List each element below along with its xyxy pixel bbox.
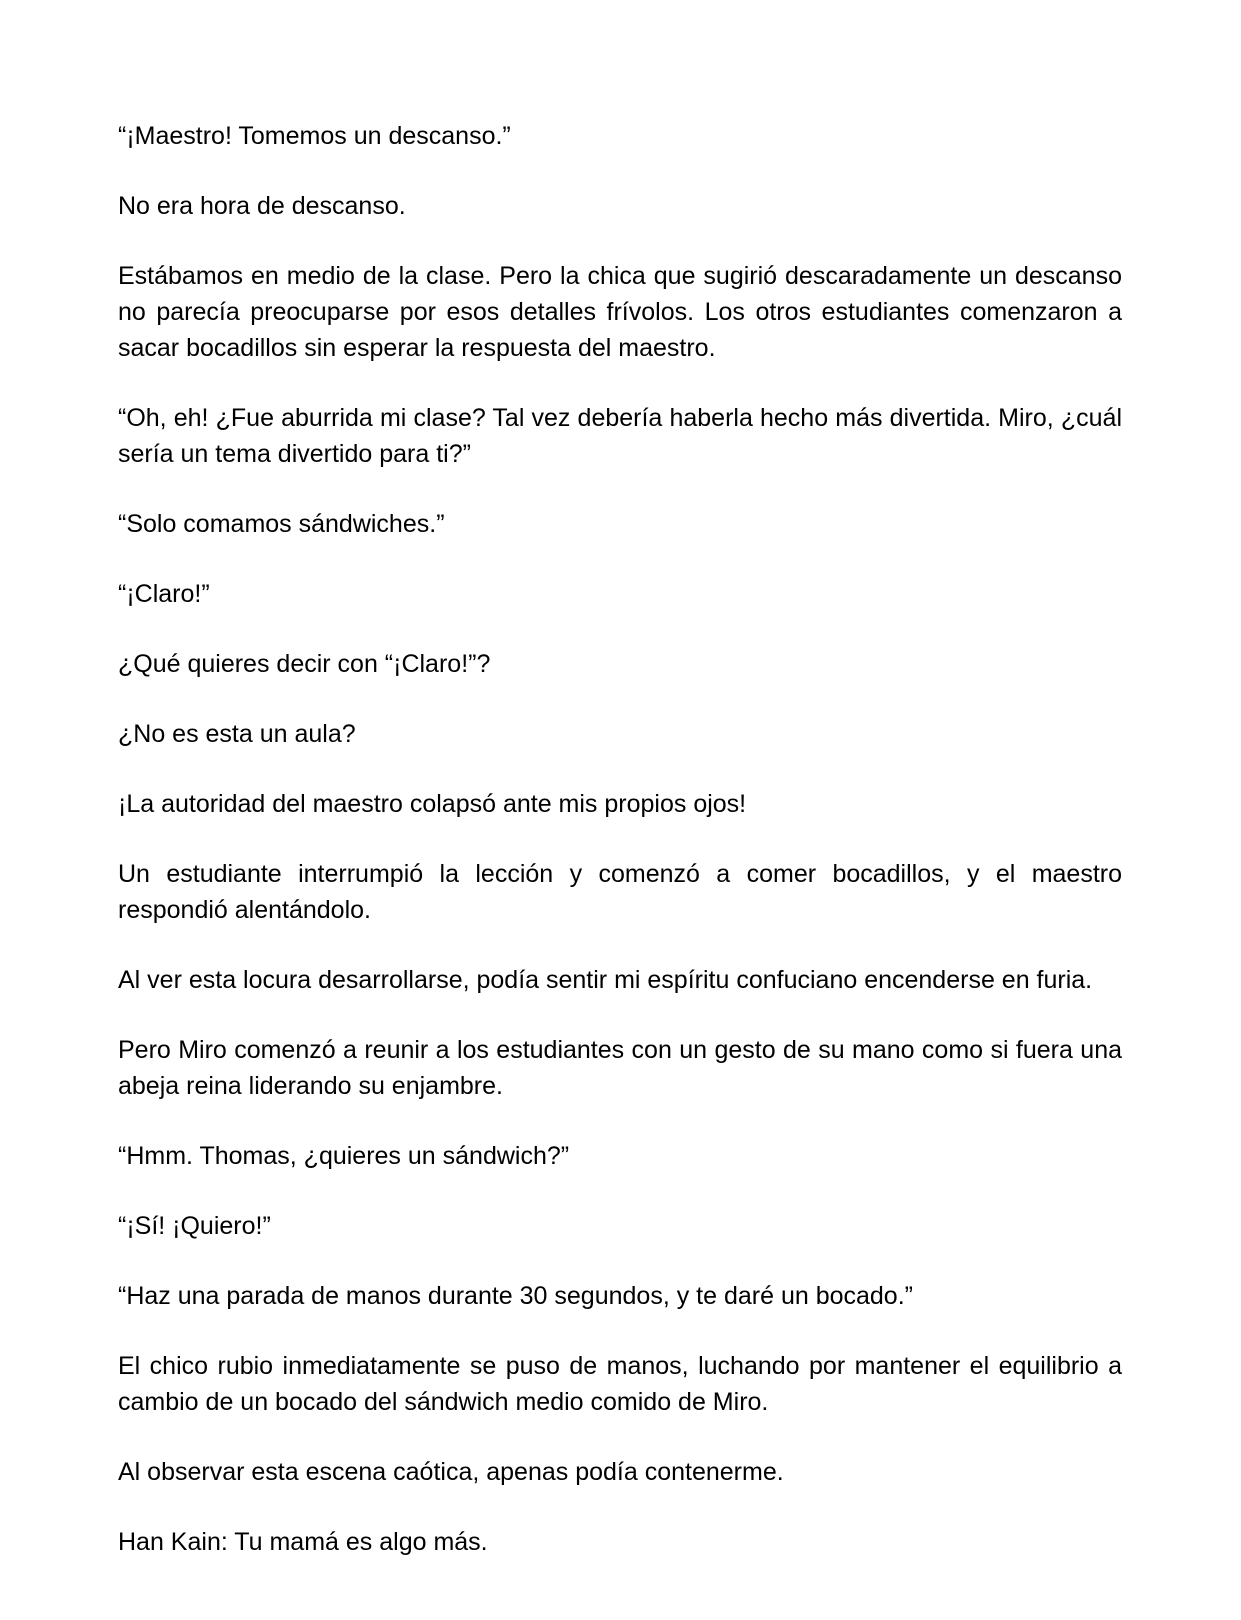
paragraph: ¿No es esta un aula?: [118, 720, 356, 748]
paragraph: Pero Miro comenzó a reunir a los estudiantes con un gesto de su mano como si fuera una abeja reina liderando su enjambre.: [118, 1036, 1122, 1100]
paragraph: “Solo comamos sándwiches.”: [118, 510, 445, 538]
paragraph: “Oh, eh! ¿Fue aburrida mi clase? Tal vez debería haberla hecho más divertida. Miro, ¿cuál sería un tema divertido para ti?”: [118, 404, 1122, 468]
paragraph: “¡Maestro! Tomemos un descanso.”: [118, 122, 511, 150]
document-body: [118, 118, 1122, 1594]
paragraph: “¡Claro!”: [118, 580, 210, 608]
paragraph: El chico rubio inmediatamente se puso de manos, luchando por mantener el equilibrio a cambio de un bocado del sándwich medio comido de Miro.: [118, 1352, 1122, 1416]
paragraph: Un estudiante interrumpió la lección y comenzó a comer bocadillos, y el maestro respondió alentándolo.: [118, 860, 1122, 924]
paragraph: ¡La autoridad del maestro colapsó ante mis propios ojos!: [118, 790, 747, 818]
paragraph: Al observar esta escena caótica, apenas podía contenerme.: [118, 1458, 784, 1486]
paragraph: “Hmm. Thomas, ¿quieres un sándwich?”: [118, 1142, 570, 1170]
paragraph: ¿Qué quieres decir con “¡Claro!”?: [118, 650, 491, 678]
paragraph: “¡Sí! ¡Quiero!”: [118, 1212, 271, 1240]
paragraph: “Haz una parada de manos durante 30 segundos, y te daré un bocado.”: [118, 1282, 913, 1310]
paragraph: Estábamos en medio de la clase. Pero la chica que sugirió descaradamente un descanso no parecía preocuparse por esos detalles frívolos. Los otros estudiantes comenzaron a sacar bocadillos sin esperar la respuesta del maestro.: [118, 262, 1122, 362]
paragraph: No era hora de descanso.: [118, 192, 406, 220]
paragraph: Al ver esta locura desarrollarse, podía sentir mi espíritu confuciano encenderse en furia.: [118, 966, 1093, 994]
paragraph: Han Kain: Tu mamá es algo más.: [118, 1528, 488, 1556]
